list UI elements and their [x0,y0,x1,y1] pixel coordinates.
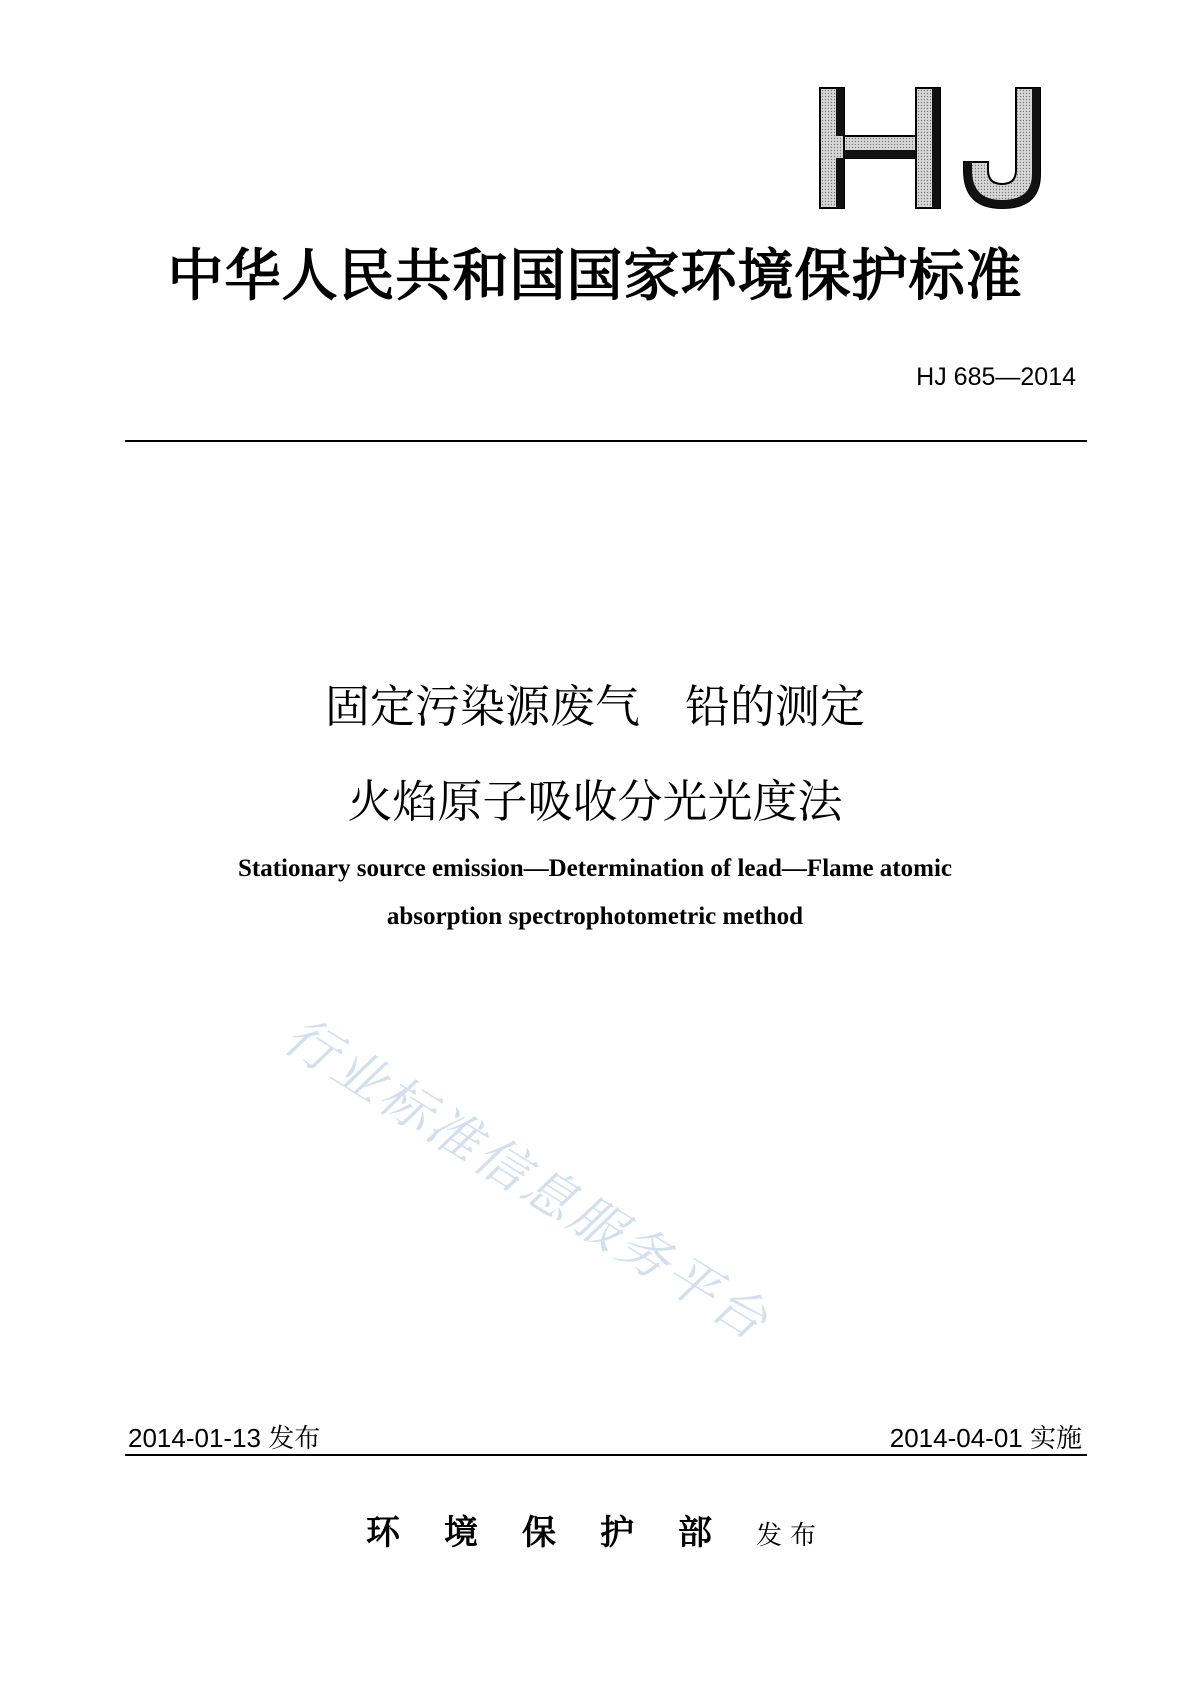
publisher [0,1505,1190,1554]
document-title-cn-line1: 固定污染源废气 铅的测定 [324,680,865,733]
bottom-divider [125,1454,1087,1456]
publisher-name: 环境保护部 [365,1513,756,1553]
standard-title: 中华人民共和国国家环境保护标准 [167,243,1023,309]
publisher-suffix: 发布 [755,1521,824,1551]
document-title-cn-line2: 火焰原子吸收分光光度法 [347,775,843,828]
hj-logo [818,86,1053,212]
issue-date: 2014-01-13 发布 [128,1423,321,1453]
top-divider [125,440,1087,442]
document-title-en-line2: absorption spectrophotometric method [386,903,804,930]
watermark: 行业标准信息服务平台 [273,1006,781,1354]
document-title-en-line1: Stationary source emission—Determination of lead—Flame atomic [237,855,952,882]
implementation-date: 2014-04-01 实施 [889,1423,1082,1453]
standard-code: HJ 685—2014 [916,363,1076,391]
